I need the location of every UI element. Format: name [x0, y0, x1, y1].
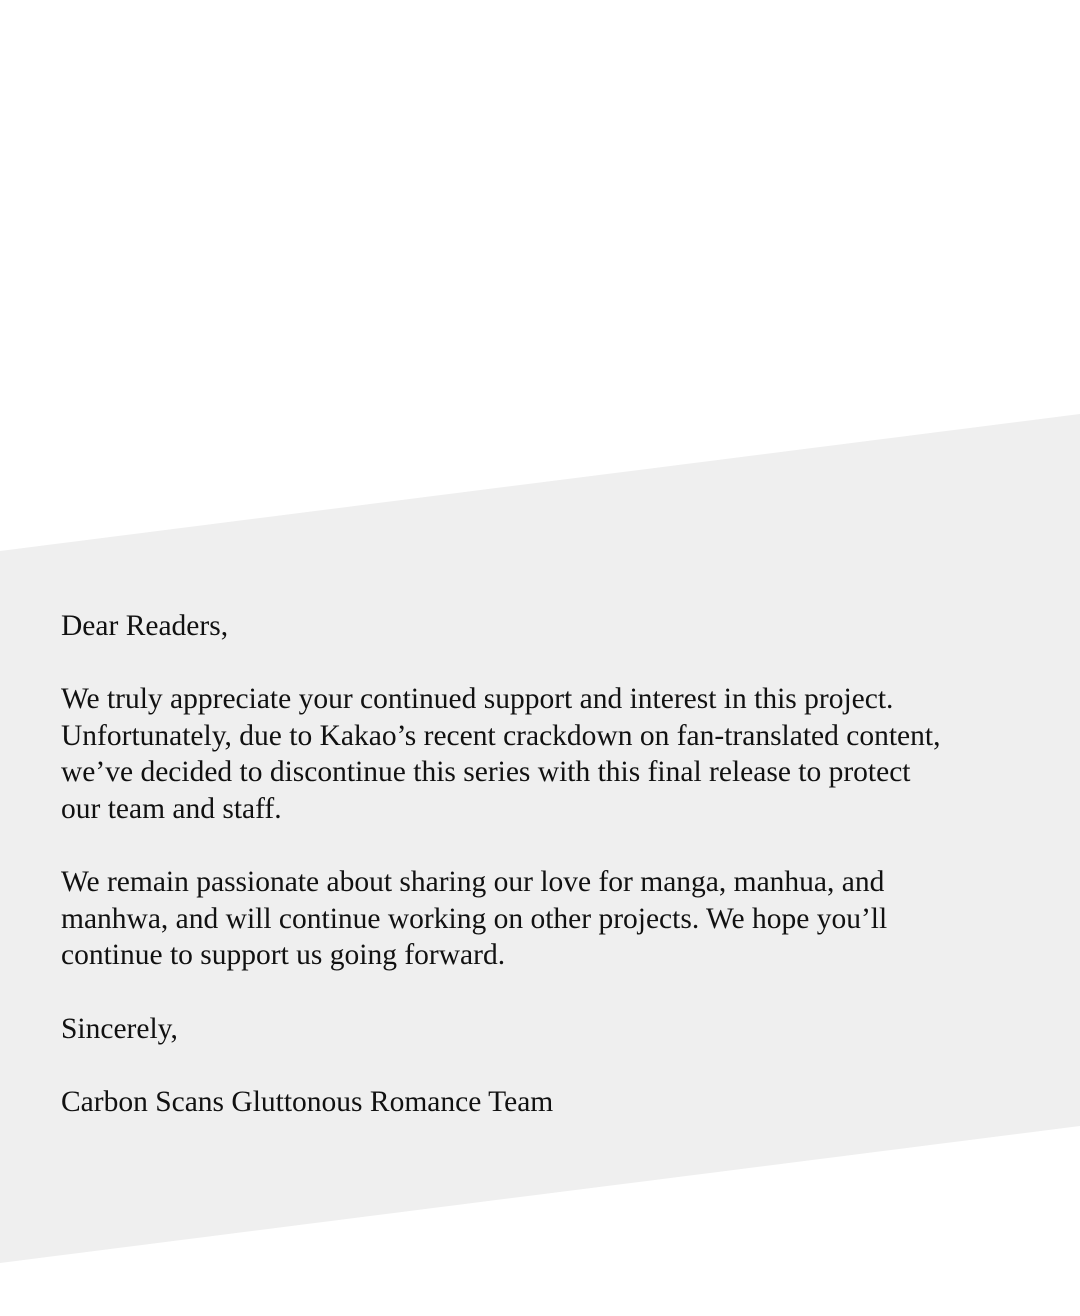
letter [61, 608, 1051, 1120]
paragraph-1-line: Unfortunately, due to Kakao’s recent crackdown on fan-translated content, [61, 719, 941, 752]
closing: Sincerely, [61, 1012, 178, 1045]
paragraph-spacer [61, 974, 1051, 1011]
paragraph-2-line: We remain passionate about sharing our love for manga, manhua, and [61, 866, 885, 899]
paragraph-spacer [61, 645, 1051, 682]
paragraph-2-line: continue to support us going forward. [61, 939, 506, 972]
signature: Carbon Scans Gluttonous Romance Team [61, 1085, 554, 1118]
paragraph-1-line: We truly appreciate your continued support and interest in this project. [61, 683, 894, 716]
paragraph-spacer [61, 828, 1051, 865]
greeting: Dear Readers, [61, 610, 229, 642]
paragraph-2 [61, 864, 1051, 974]
paragraph-1-line: our team and staff. [61, 792, 282, 825]
paragraph-1-line: we’ve decided to discontinue this series with this final release to protect [61, 756, 911, 789]
paragraph-2-line: manhwa, and will continue working on other projects. We hope you’ll [61, 902, 888, 935]
paragraph-spacer [61, 1047, 1051, 1084]
paragraph-1 [61, 681, 1051, 827]
